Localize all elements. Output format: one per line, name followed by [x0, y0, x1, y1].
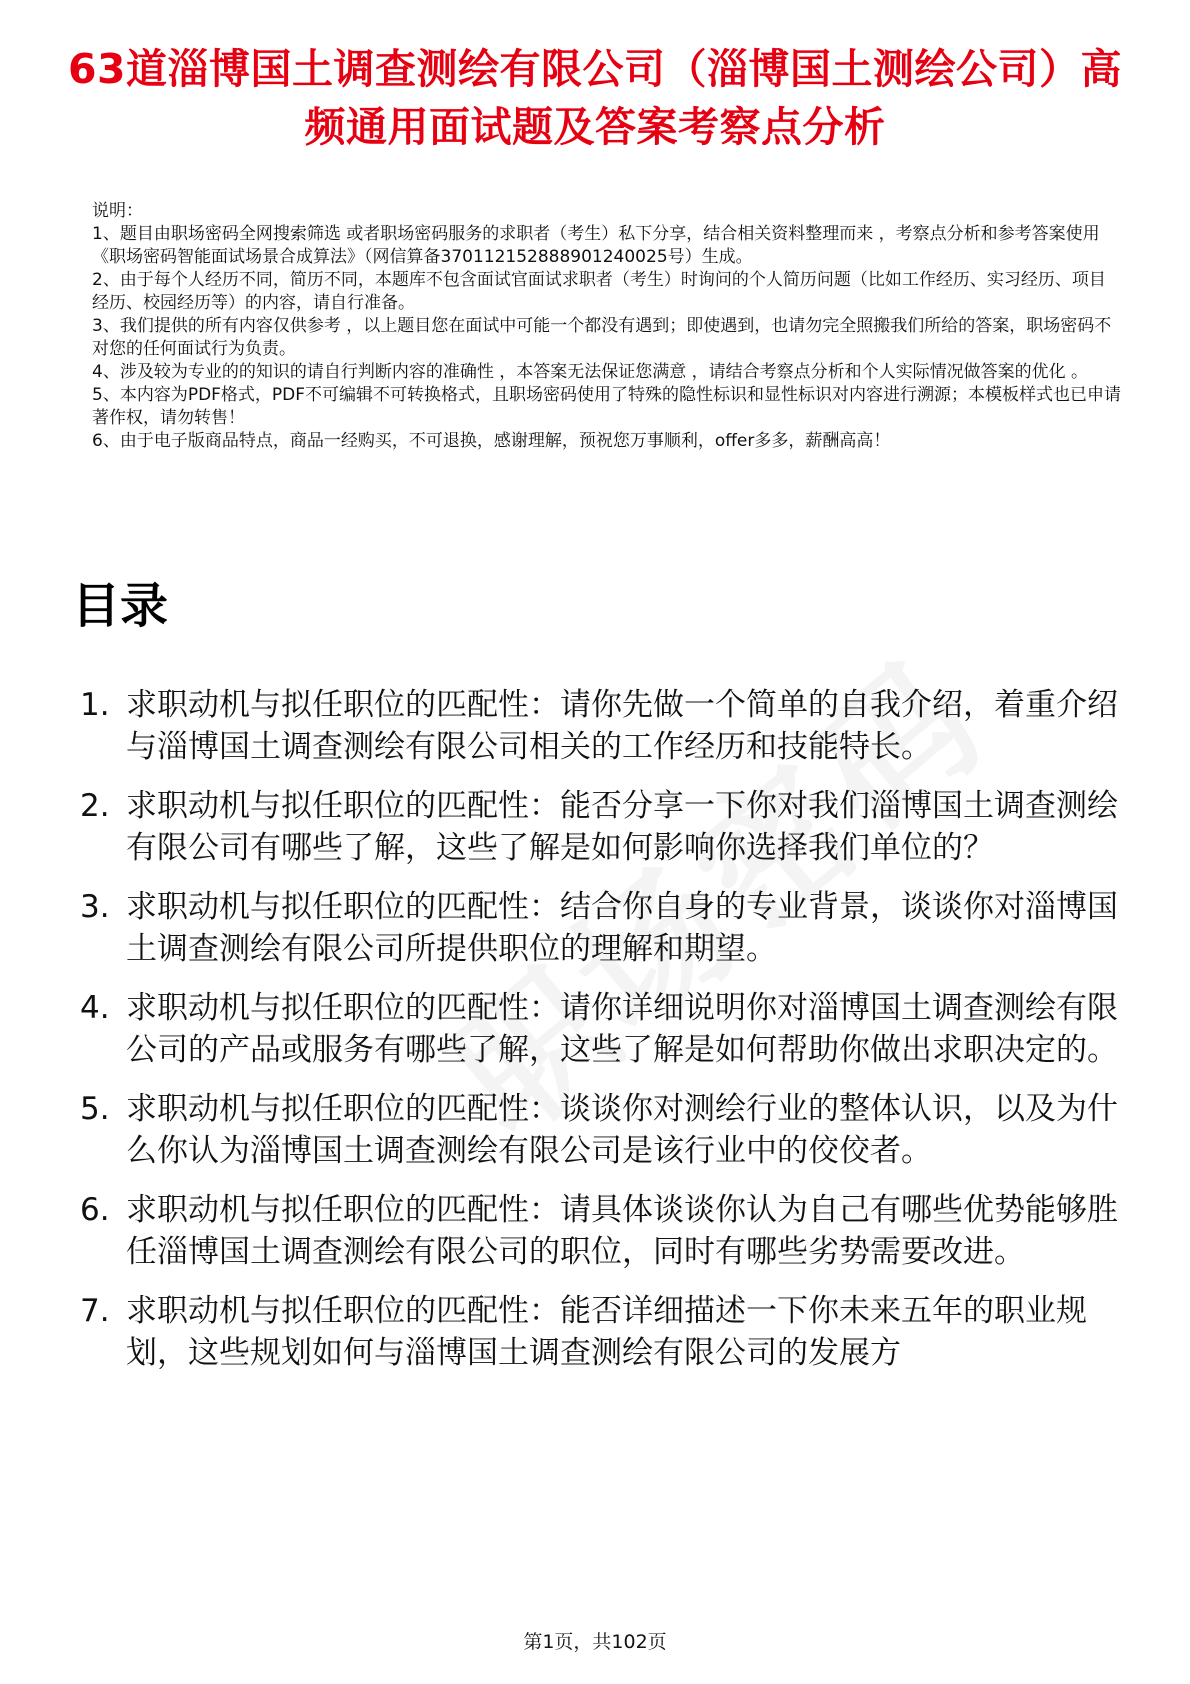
toc-item-text: 求职动机与拟任职位的匹配性：请你先做一个简单的自我介绍，着重介绍与淄博国土调查测绘有限公司相关的工作经历和技能特长。: [126, 687, 1118, 765]
toc-item[interactable]: [72, 1290, 1122, 1374]
toc-item-number: 3.: [80, 889, 110, 925]
note-item: 6、由于电子版商品特点，商品一经购买，不可退换，感谢理解，预祝您万事顺利，offer多多，薪酬高高！: [92, 431, 891, 451]
toc-item[interactable]: [72, 886, 1122, 970]
toc-item-number: 5.: [80, 1091, 110, 1127]
toc-item-text: 求职动机与拟任职位的匹配性：谈谈你对测绘行业的整体认识，以及为什么你认为淄博国土调查测绘有限公司是该行业中的佼佼者。: [126, 1091, 1118, 1169]
toc-item-number: 6.: [80, 1192, 110, 1228]
note-item: 2、由于每个人经历不同，简历不同，本题库不包含面试官面试求职者（考生）时询问的个人简历问题（比如工作经历、实习经历、项目经历、校园经历等）的内容，请自行准备。: [92, 270, 1106, 313]
toc-list: [72, 684, 1122, 1391]
page-footer: 第1页，共102页: [523, 1631, 667, 1653]
page-title: 63道淄博国土调查测绘有限公司（淄博国土测绘公司）高频通用面试题及答案考察点分析: [67, 45, 1123, 151]
toc-item-text: 求职动机与拟任职位的匹配性：能否详细描述一下你未来五年的职业规划，这些规划如何与淄博国土调查测绘有限公司的发展方: [126, 1293, 1087, 1371]
note-item: 4、涉及较为专业的的知识的请自行判断内容的准确性 ，本答案无法保证您满意 ，请结合考察点分析和个人实际情况做答案的优化 。: [92, 362, 1089, 382]
toc-item[interactable]: [72, 1189, 1122, 1273]
toc-item-number: 1.: [80, 687, 110, 723]
toc-item[interactable]: [72, 987, 1122, 1071]
note-item: 5、本内容为PDF格式，PDF不可编辑不可转换格式，且职场密码使用了特殊的隐性标识和显性标识对内容进行溯源；本模板样式也已申请著作权，请勿转售！: [92, 385, 1122, 428]
toc-item-text: 求职动机与拟任职位的匹配性：请具体谈谈你认为自己有哪些优势能够胜任淄博国土调查测绘有限公司的职位，同时有哪些劣势需要改进。: [126, 1192, 1118, 1270]
toc-item-number: 2.: [80, 788, 110, 824]
toc-item[interactable]: [72, 785, 1122, 869]
toc-item-text: 求职动机与拟任职位的匹配性：请你详细说明你对淄博国土调查测绘有限公司的产品或服务有哪些了解，这些了解是如何帮助你做出求职决定的。: [126, 990, 1118, 1068]
toc-item-number: 4.: [80, 990, 110, 1026]
notes-block: [92, 200, 1122, 453]
note-item: 3、我们提供的所有内容仅供参考 ，以上题目您在面试中可能一个都没有遇到；即使遇到，也请勿完全照搬我们所给的答案，职场密码不对您的任何面试行为负责。: [92, 316, 1112, 359]
toc-item[interactable]: [72, 1088, 1122, 1172]
toc-item-number: 7.: [80, 1293, 110, 1329]
toc-item[interactable]: [72, 684, 1122, 768]
note-item: 1、题目由职场密码全网搜索筛选 或者职场密码服务的求职者（考生）私下分享，结合相关资料整理而来 ，考察点分析和参考答案使用《职场密码智能面试场景合成算法》（网信算备370112152888901240025号）生成。: [92, 224, 1100, 267]
notes-label: 说明：: [92, 201, 143, 221]
toc-heading: 目录: [72, 578, 169, 634]
toc-item-text: 求职动机与拟任职位的匹配性：结合你自身的专业背景，谈谈你对淄博国土调查测绘有限公司所提供职位的理解和期望。: [126, 889, 1118, 967]
toc-item-text: 求职动机与拟任职位的匹配性：能否分享一下你对我们淄博国土调查测绘有限公司有哪些了解，这些了解是如何影响你选择我们单位的？: [126, 788, 1118, 866]
